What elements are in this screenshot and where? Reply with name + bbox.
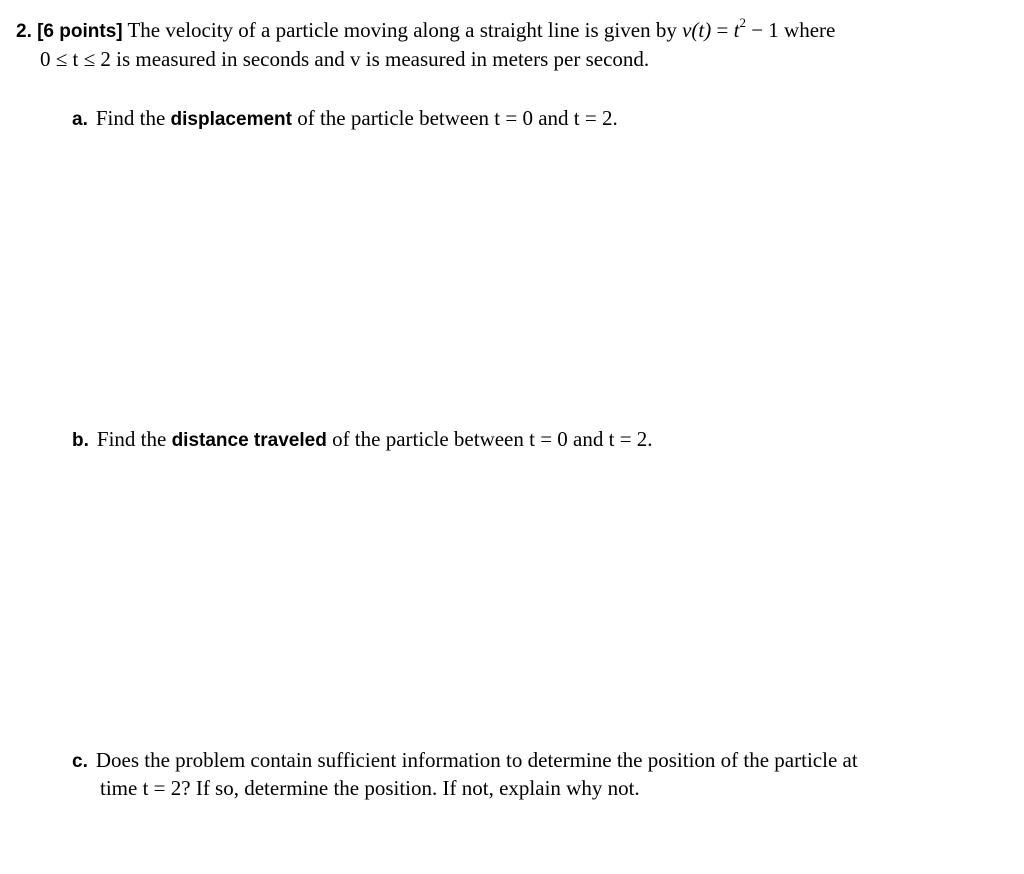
part-a-text-post: of the particle between t = 0 and t = 2. bbox=[297, 106, 618, 130]
part-b bbox=[72, 429, 653, 450]
part-b-label: b. bbox=[72, 430, 89, 451]
question-number: 2. bbox=[16, 21, 32, 42]
part-b-text-post: of the particle between t = 0 and t = 2. bbox=[332, 427, 653, 451]
question-text-line1: The velocity of a particle moving along a straight line is given by bbox=[127, 18, 677, 42]
question-header bbox=[16, 15, 836, 42]
velocity-function: v(t) bbox=[682, 18, 712, 42]
question-text-line1-end: − 1 where bbox=[751, 18, 836, 42]
time-variable: t bbox=[733, 18, 740, 42]
part-c-text-line1: Does the problem contain sufficient information to determine the position of the particle at bbox=[95, 748, 858, 772]
part-a-label: a. bbox=[72, 109, 88, 130]
question-text-line2: 0 ≤ t ≤ 2 is measured in seconds and v is measured in meters per second. bbox=[40, 47, 650, 71]
part-b-text-pre: Find the bbox=[96, 427, 167, 451]
part-a-keyword: displacement bbox=[170, 109, 292, 130]
part-c bbox=[72, 750, 858, 771]
part-c-label: c. bbox=[72, 751, 88, 772]
equals-sign: = bbox=[716, 18, 729, 42]
part-a bbox=[72, 108, 618, 129]
part-c-text-line2: time t = 2? If so, determine the position. If not, explain why not. bbox=[100, 776, 640, 800]
part-b-keyword: distance traveled bbox=[171, 430, 327, 451]
exponent: 2 bbox=[739, 15, 746, 30]
part-a-text-pre: Find the bbox=[95, 106, 166, 130]
question-points: [6 points] bbox=[37, 21, 123, 42]
